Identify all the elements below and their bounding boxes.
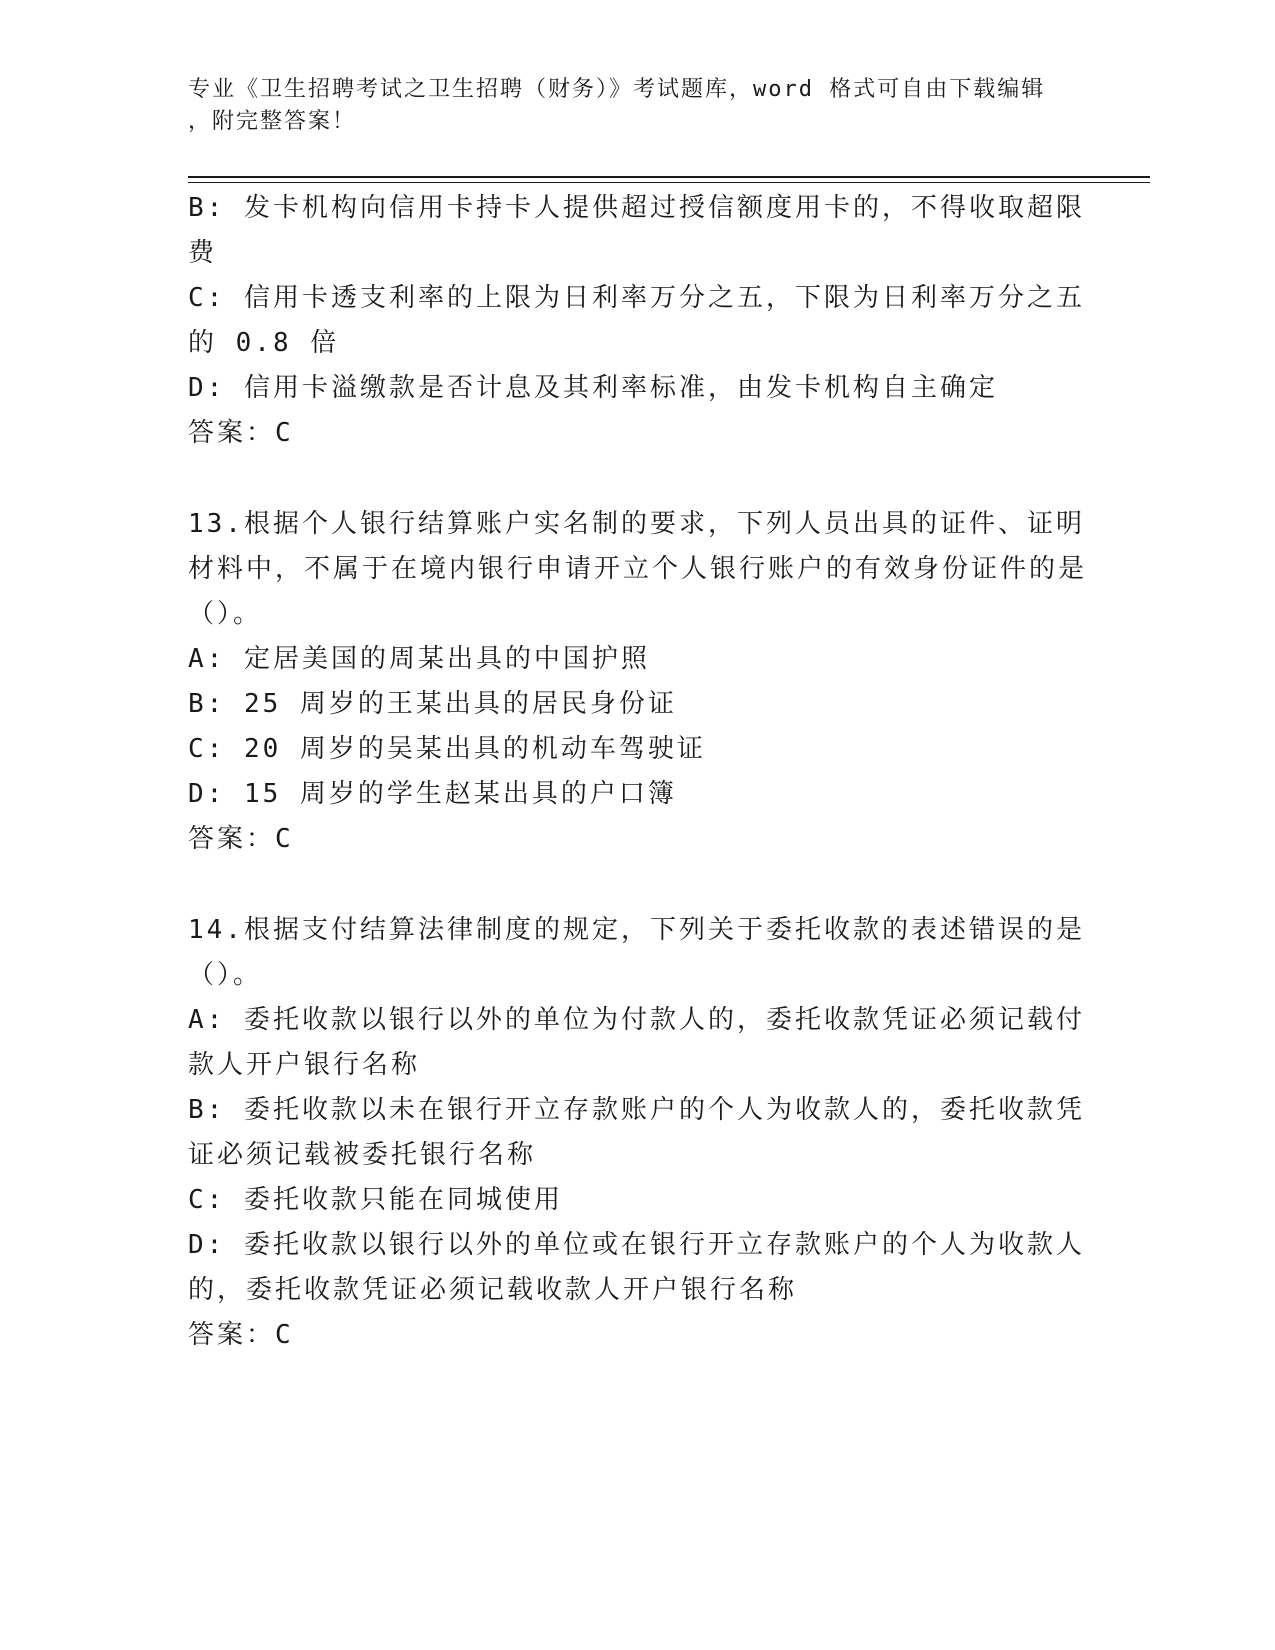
- question-stem: 13.根据个人银行结算账户实名制的要求，下列人员出具的证件、证明材料中，不属于在境内银行申请开立个人银行账户的有效身份证件的是（）。: [188, 509, 1088, 629]
- option-b: B: 25 周岁的王某出具的居民身份证: [188, 689, 677, 719]
- answer: 答案：C: [188, 824, 294, 854]
- header-divider-thick: [188, 176, 1150, 178]
- document-header: [188, 74, 1088, 138]
- header-line-2: ，附完整答案！: [188, 109, 357, 134]
- option-a: A: 委托收款以银行以外的单位为付款人的，委托收款凭证必须记载付款人开户银行名称: [188, 1005, 1085, 1080]
- header-line-1: 专业《卫生招聘考试之卫生招聘（财务）》考试题库，word 格式可自由下载编辑: [188, 77, 1046, 102]
- question-13: [188, 502, 1088, 862]
- option-b: B: 发卡机构向信用卡持卡人提供超过授信额度用卡的，不得收取超限费: [188, 193, 1085, 268]
- question-12-continued: [188, 186, 1088, 456]
- option-d: D: 15 周岁的学生赵某出具的户口簿: [188, 779, 677, 809]
- option-d: D: 委托收款以银行以外的单位或在银行开立存款账户的个人为收款人的，委托收款凭证必须记载收款人开户银行名称: [188, 1230, 1085, 1305]
- header-divider-thin: [188, 182, 1150, 183]
- option-d: D: 信用卡溢缴款是否计息及其利率标准，由发卡机构自主确定: [188, 373, 998, 403]
- option-c: C: 20 周岁的吴某出具的机动车驾驶证: [188, 734, 706, 764]
- answer: 答案：C: [188, 418, 294, 448]
- answer: 答案：C: [188, 1320, 294, 1350]
- option-c: C: 信用卡透支利率的上限为日利率万分之五，下限为日利率万分之五的 0.8 倍: [188, 283, 1085, 358]
- document-body: [188, 186, 1088, 1358]
- option-a: A: 定居美国的周某出具的中国护照: [188, 644, 650, 674]
- question-stem: 14.根据支付结算法律制度的规定，下列关于委托收款的表述错误的是（）。: [188, 915, 1085, 990]
- question-14: [188, 908, 1088, 1358]
- option-c: C: 委托收款只能在同城使用: [188, 1185, 563, 1215]
- option-b: B: 委托收款以未在银行开立存款账户的个人为收款人的，委托收款凭证必须记载被委托银行名称: [188, 1095, 1085, 1170]
